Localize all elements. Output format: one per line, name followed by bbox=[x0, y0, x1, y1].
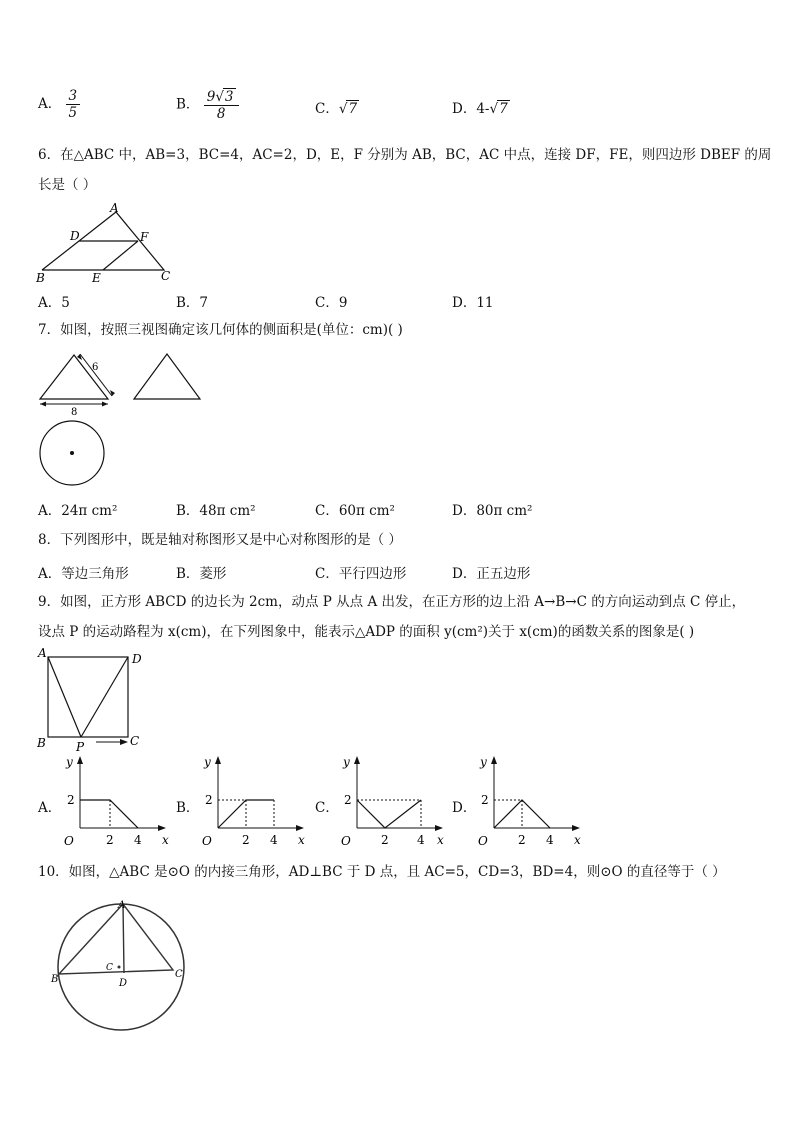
q5-option-a: A． $\frac{3}{5}$ bbox=[38, 88, 80, 121]
svg-text:2: 2 bbox=[518, 833, 526, 847]
q7-option-b: B．48π cm² bbox=[176, 503, 256, 519]
q9-graph-b bbox=[196, 752, 310, 852]
svg-text:y: y bbox=[343, 755, 350, 769]
svg-text:x: x bbox=[574, 833, 581, 847]
q9-stem-line1: 9．如图，正方形 ABCD 的边长为 2cm，动点 P 从点 A 出发，在正方形的边上沿 A→B→C 的方向运动到点 C 停止， bbox=[38, 594, 746, 610]
q6-label-e: E bbox=[92, 271, 101, 284]
q6-label-a: A bbox=[110, 201, 119, 215]
svg-text:2: 2 bbox=[344, 793, 352, 807]
q7-stem: 7．如图，按照三视图确定该几何体的侧面积是(单位：cm)( ) bbox=[38, 322, 403, 338]
q7-three-views bbox=[30, 348, 220, 488]
q9-graph-d-label: D． bbox=[452, 800, 477, 816]
q10-label-center: C bbox=[106, 963, 113, 973]
svg-text:O: O bbox=[341, 834, 351, 848]
q9-label-a: A bbox=[38, 646, 47, 660]
q8-option-d: D．正五边形 bbox=[452, 566, 531, 582]
q9-label-b: B bbox=[37, 736, 46, 750]
q10-label-c: C bbox=[175, 969, 183, 980]
svg-text:2: 2 bbox=[205, 793, 213, 807]
q9-graph-a bbox=[58, 752, 172, 852]
q9-label-d: D bbox=[132, 652, 142, 666]
q9-graph-b-label: B． bbox=[176, 800, 200, 816]
svg-text:4: 4 bbox=[546, 833, 554, 847]
q6-option-c: C．9 bbox=[315, 295, 348, 311]
q9-graph-c bbox=[335, 752, 449, 852]
q9-label-p: P bbox=[76, 740, 85, 753]
svg-text:y: y bbox=[480, 755, 487, 769]
q7-dim-slant: 6 bbox=[92, 362, 99, 373]
svg-text:4: 4 bbox=[134, 833, 142, 847]
q6-stem-line2: 长是（ ） bbox=[38, 177, 97, 193]
q5-a-denominator: 5 bbox=[68, 105, 78, 121]
svg-text:y: y bbox=[66, 755, 73, 769]
q6-label-b: B bbox=[36, 271, 45, 284]
svg-text:y: y bbox=[204, 755, 211, 769]
svg-text:O: O bbox=[478, 834, 488, 848]
q6-label-c: C bbox=[161, 269, 171, 283]
svg-text:2: 2 bbox=[242, 833, 250, 847]
svg-text:x: x bbox=[437, 833, 444, 847]
q6-stem-line1: 6．在△ABC 中，AB=3，BC=4，AC=2，D，E，F 分别为 AB，BC，AC 中点，连接 DF，FE，则四边形 DBEF 的周 bbox=[38, 147, 772, 163]
q6-label-d: D bbox=[70, 229, 80, 243]
q10-circle-figure bbox=[46, 892, 196, 1032]
q7-dim-base: 8 bbox=[71, 407, 78, 418]
q9-stem-line2: 设点 P 的运动路程为 x(cm)，在下列图象中，能表示△ADP 的面积 y(cm²)关于 x(cm)的函数关系的图象是( ) bbox=[38, 624, 695, 640]
q9-graph-c-label: C． bbox=[315, 800, 339, 816]
q9-label-c: C bbox=[130, 734, 140, 748]
q8-stem: 8．下列图形中，既是轴对称图形又是中心对称图形的是（ ） bbox=[38, 532, 402, 548]
svg-text:2: 2 bbox=[106, 833, 114, 847]
q7-option-d: D．80π cm² bbox=[452, 503, 533, 519]
q6-option-d: D．11 bbox=[452, 295, 494, 311]
svg-text:4: 4 bbox=[270, 833, 278, 847]
svg-text:2: 2 bbox=[481, 793, 489, 807]
q8-option-b: B．菱形 bbox=[176, 566, 227, 582]
q10-label-a: A bbox=[118, 900, 126, 911]
svg-text:O: O bbox=[202, 834, 212, 848]
svg-text:x: x bbox=[298, 833, 305, 847]
q9-square-figure bbox=[34, 645, 154, 753]
q6-option-a: A．5 bbox=[38, 295, 70, 311]
q5-option-d: D．4-√7 bbox=[452, 101, 508, 117]
q9-graph-a-label: A． bbox=[38, 800, 62, 816]
q6-triangle-figure bbox=[30, 200, 190, 284]
q6-label-f: F bbox=[140, 230, 149, 244]
q8-option-a: A．等边三角形 bbox=[38, 566, 129, 582]
q8-option-c: C．平行四边形 bbox=[315, 566, 407, 582]
q10-label-b: B bbox=[51, 974, 59, 985]
q7-option-a: A．24π cm² bbox=[38, 503, 118, 519]
q6-option-b: B．7 bbox=[176, 295, 209, 311]
q5-a-numerator: 3 bbox=[66, 88, 81, 105]
svg-text:O: O bbox=[64, 834, 74, 848]
svg-text:4: 4 bbox=[417, 833, 425, 847]
q5-option-c: C．√7 bbox=[315, 101, 358, 117]
q5-option-b: B． $\frac{9√3}{8}$ bbox=[176, 88, 239, 122]
svg-text:x: x bbox=[162, 833, 169, 847]
q10-label-d: D bbox=[119, 978, 128, 989]
q7-option-c: C．60π cm² bbox=[315, 503, 395, 519]
q9-graph-d bbox=[472, 752, 586, 852]
q10-stem: 10．如图，△ABC 是⊙O 的内接三角形，AD⊥BC 于 D 点，且 AC=5，CD=3，BD=4，则⊙O 的直径等于（ ） bbox=[38, 864, 726, 880]
svg-text:2: 2 bbox=[67, 793, 75, 807]
svg-text:2: 2 bbox=[381, 833, 389, 847]
